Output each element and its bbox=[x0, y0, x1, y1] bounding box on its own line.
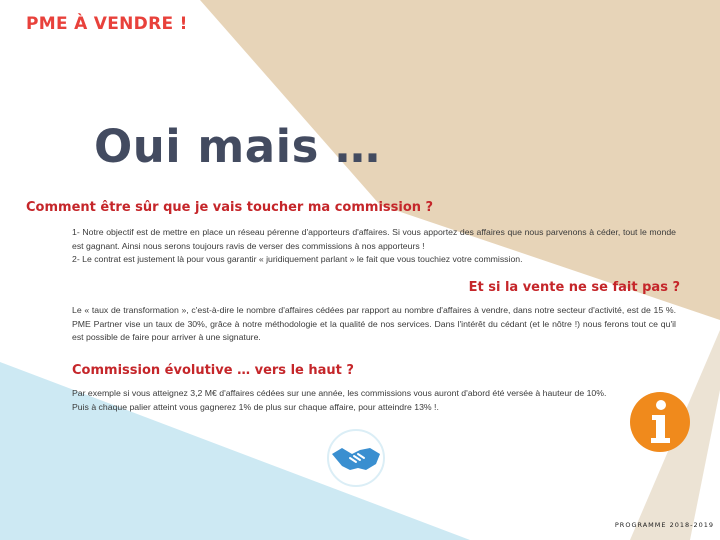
section-sale-heading: Et si la vente ne se fait pas ? bbox=[468, 280, 680, 295]
section-evolution-body bbox=[72, 387, 612, 414]
brand-logo: PME À VENDRE ! bbox=[26, 14, 188, 34]
footer-program: PROGRAMME 2018-2019 bbox=[614, 521, 714, 529]
info-icon bbox=[628, 390, 692, 454]
section-commission-paragraph-1: 1- Notre objectif est de mettre en place un réseau pérenne d'apporteurs d'affaires. Si vous apportez des affaires que nous parvenons à céder, tout le monde est gagnant. Ainsi nous serons toujours ravis de verser des commissions à nos apporteurs ! bbox=[72, 227, 676, 251]
section-commission-body bbox=[72, 226, 676, 267]
section-sale-body bbox=[72, 304, 676, 345]
section-sale-paragraph: Le « taux de transformation », c'est-à-dire le nombre d'affaires cédées par rapport au nombre d'affaires à vendre, dans notre secteur d'activité, est de 15 %. PME Partner vise un taux de 30%, grâce à notre méthodologie et la qualité de nos services. Dans l'intérêt du cédant (et le nôtre !) nous ferons tout ce qu'il est possible de faire pour arriver à une signature. bbox=[72, 305, 676, 342]
handshake-icon bbox=[322, 424, 390, 492]
page-title: Oui mais … bbox=[94, 120, 381, 173]
section-evolution-heading: Commission évolutive … vers le haut ? bbox=[72, 363, 354, 378]
section-commission-heading: Comment être sûr que je vais toucher ma commission ? bbox=[26, 200, 434, 215]
section-commission-paragraph-2: 2- Le contrat est justement là pour vous garantir « juridiquement parlant » le fait que vous touchiez votre commission. bbox=[72, 254, 523, 264]
section-evolution-paragraph: Par exemple si vous atteignez 3,2 M€ d'affaires cédées sur une année, les commissions vous auront d'abord été versée à hauteur de 10%. Puis à chaque palier atteint vous gagnerez 1% de plus sur chaque affaire, pour atteindre 13% !. bbox=[72, 388, 607, 412]
